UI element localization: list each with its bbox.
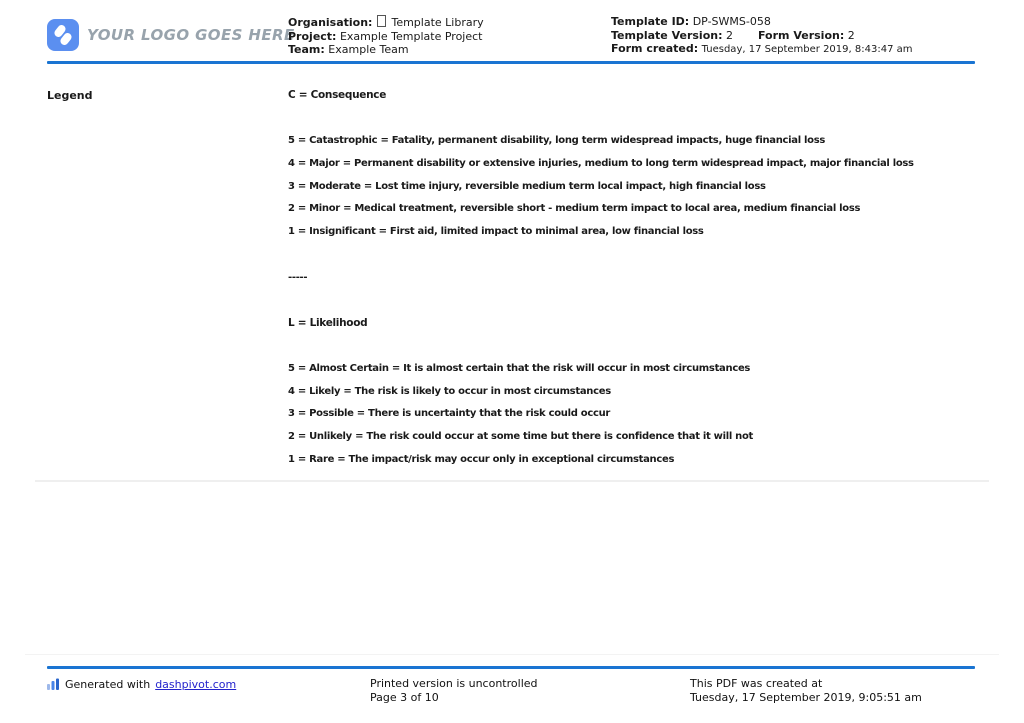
header-divider-rule [47,61,975,64]
likelihood-item-2: 2 = Unlikely = The risk could occur at some time but there is confidence that it will not [288,431,754,442]
template-id-value: DP-SWMS-058 [692,15,771,28]
team-value: Example Team [328,43,409,56]
footer-printed-block [370,677,538,704]
project-label: Project: [288,29,337,43]
dashpivot-logo-icon [47,19,79,51]
missing-glyph-box-icon [377,15,386,27]
header-template-block [611,15,912,57]
consequence-title: C = Consequence [288,89,387,101]
footer-created-block [690,677,922,704]
footer-divider-rule [47,666,975,669]
footer-faint-rule [25,654,999,655]
logo-placeholder-text: YOUR LOGO GOES HERE [87,26,295,44]
likelihood-title: L = Likelihood [288,317,368,329]
consequence-item-1: 1 = Insignificant = First aid, limited impact to minimal area, low financial loss [288,226,704,237]
organisation-row [288,15,484,30]
form-created-value: Tuesday, 17 September 2019, 8:43:47 am [701,44,913,55]
team-label: Team: [288,43,325,56]
footer-generated-block [47,678,236,692]
pdf-created-label: This PDF was created at [690,677,823,690]
generated-with-text: Generated with [65,678,151,691]
header-org-block [288,15,484,57]
pdf-created-timestamp: Tuesday, 17 September 2019, 9:05:51 am [690,690,922,704]
form-version-label: Form Version: [757,28,845,42]
template-id-label: Template ID: [611,15,690,28]
consequence-item-5: 5 = Catastrophic = Fatality, permanent disability, long term widespread impacts, huge financial loss [288,135,826,146]
likelihood-item-1: 1 = Rare = The impact/risk may occur only in exceptional circumstances [288,454,675,465]
template-version-value: 2 [725,28,733,42]
template-id-row [611,15,912,29]
project-row [288,30,484,44]
form-created-label: Form created: [611,42,699,55]
template-version-label: Template Version: [611,28,723,42]
printed-uncontrolled-text: Printed version is uncontrolled [370,677,538,690]
bar-chart-icon [47,678,60,691]
content-divider [35,480,989,482]
likelihood-item-3: 3 = Possible = There is uncertainty that the risk could occur [288,408,611,419]
legend-separator: ----- [288,272,308,283]
versions-row [611,29,912,43]
legend-section-label: Legend [47,89,93,102]
organisation-label: Organisation: [288,16,373,29]
team-row [288,43,484,57]
form-version-value: 2 [847,28,855,42]
dashpivot-link[interactable]: dashpivot.com [155,678,237,691]
likelihood-item-4: 4 = Likely = The risk is likely to occur in most circumstances [288,386,611,397]
consequence-item-2: 2 = Minor = Medical treatment, reversible short - medium term impact to local area, medium financial loss [288,203,861,214]
page-number-text: Page 3 of 10 [370,690,439,704]
organisation-value: Template Library [391,16,484,29]
form-created-row [611,42,912,57]
likelihood-item-5: 5 = Almost Certain = It is almost certain that the risk will occur in most circumstances [288,363,751,374]
consequence-item-4: 4 = Major = Permanent disability or extensive injuries, medium to long term widespread impact, major financial loss [288,158,914,169]
consequence-item-3: 3 = Moderate = Lost time injury, reversible medium term local impact, high financial loss [288,181,766,192]
project-value: Example Template Project [339,29,483,43]
